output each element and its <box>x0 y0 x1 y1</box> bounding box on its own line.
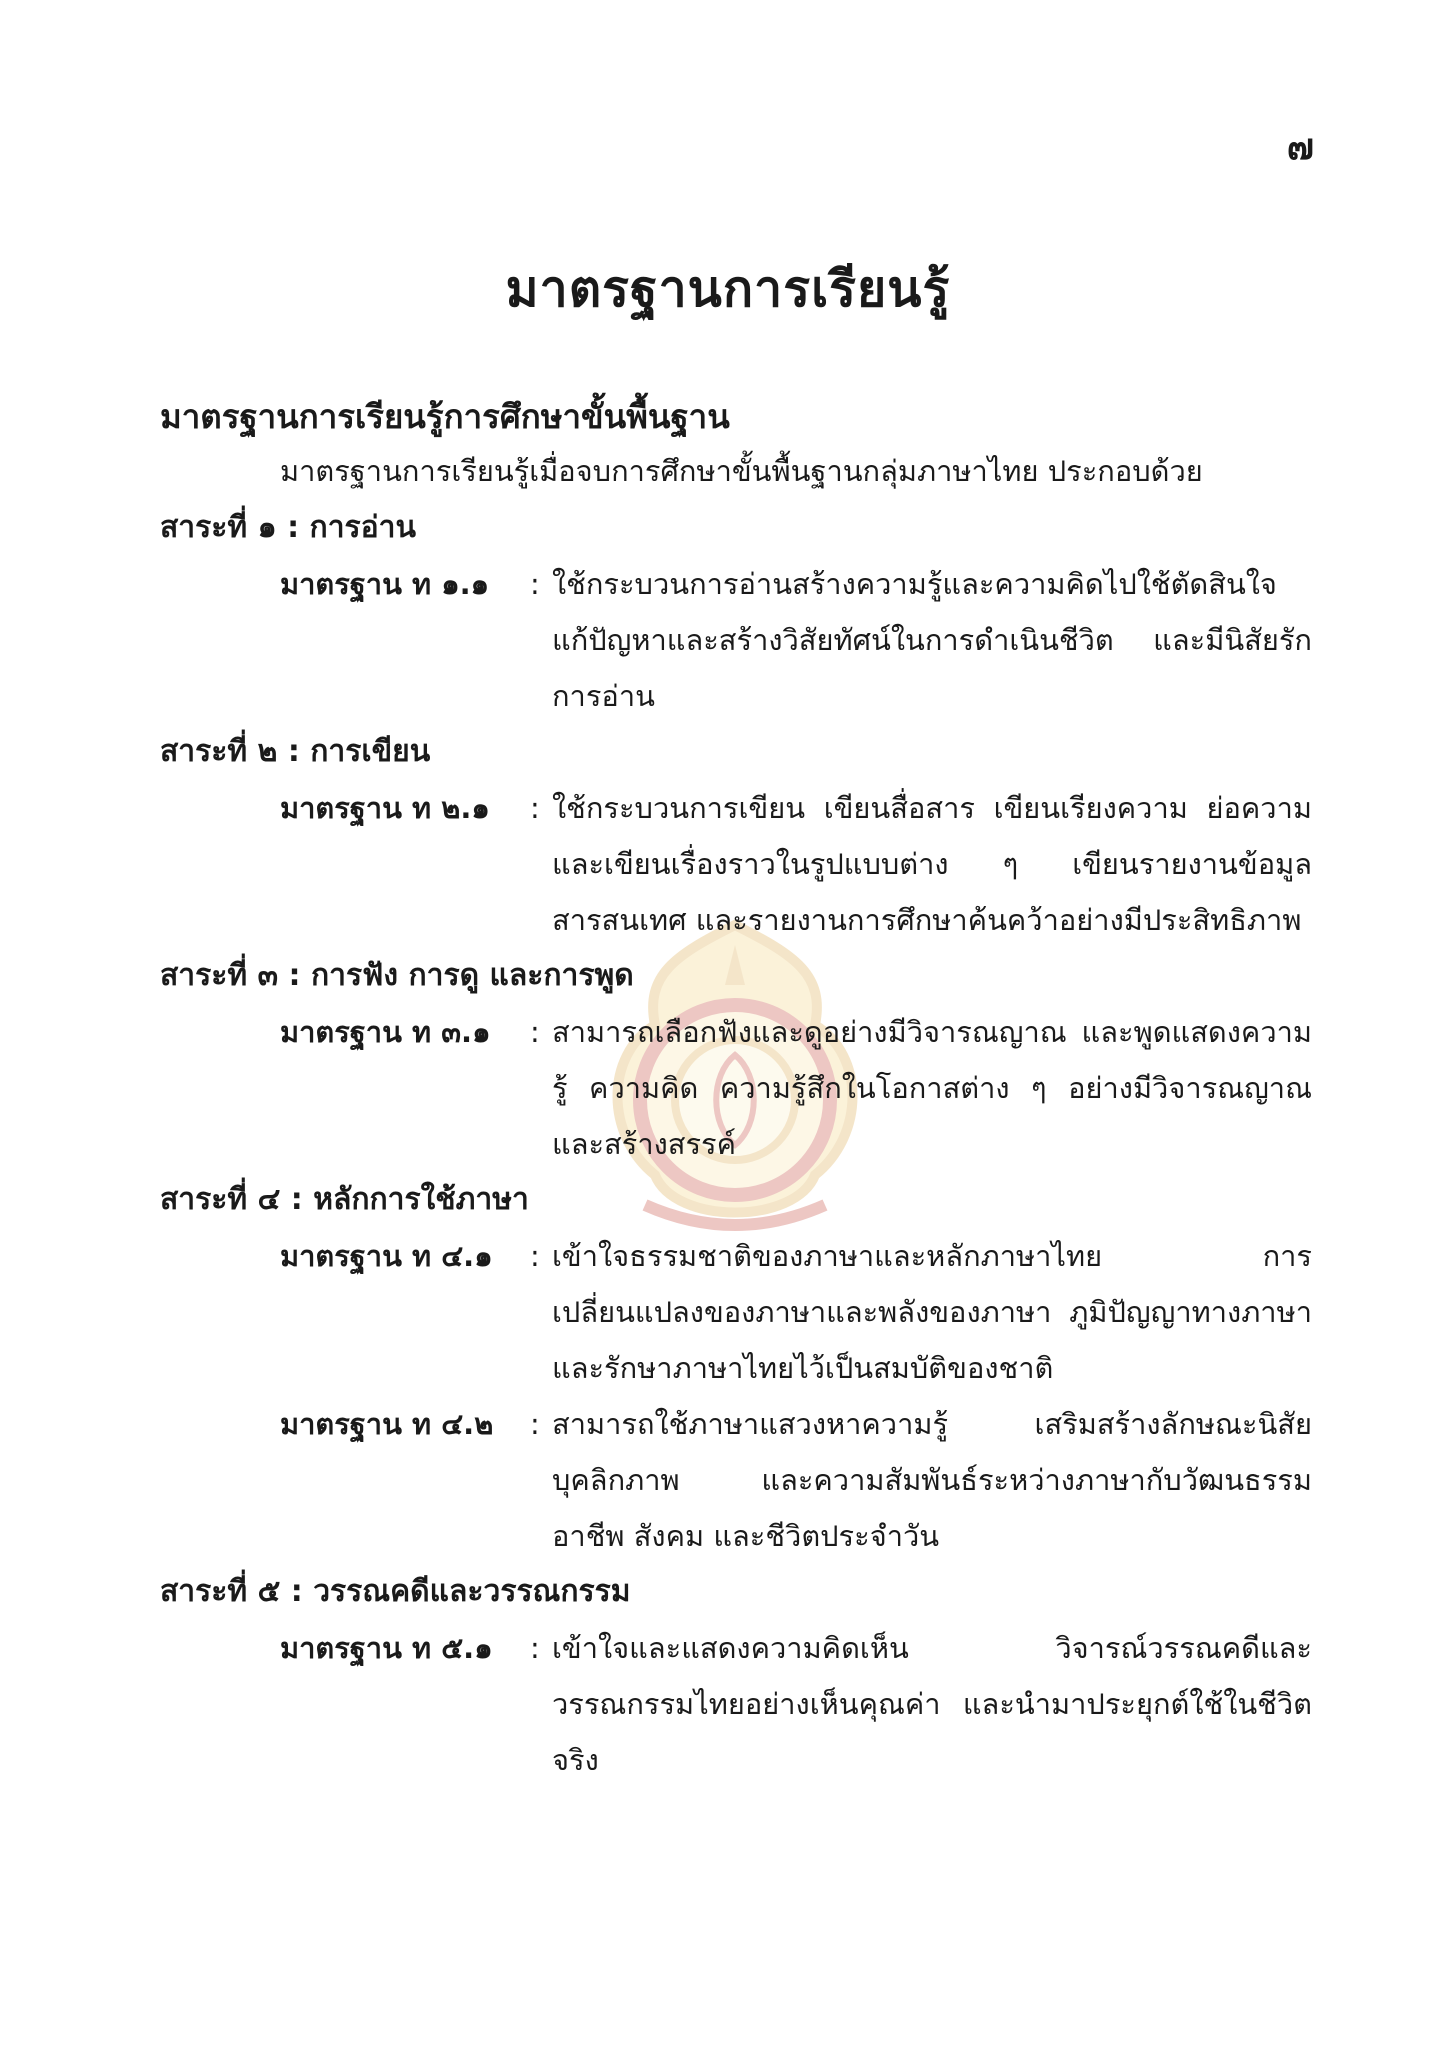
strand-4 <box>160 1172 1316 1564</box>
standard-text: ใช้กระบวนการอ่านสร้างความรู้และความคิดไปใช้ตัดสินใจ แก้ปัญหาและสร้างวิสัยทัศน์ในการดำเนินชีวิต และมีนิสัยรักการอ่าน <box>552 567 1312 713</box>
standard-code: มาตรฐาน ท ๔.๒ <box>280 1407 494 1441</box>
strand-list <box>160 500 1316 1788</box>
strand-1 <box>160 500 1316 724</box>
strand-3 <box>160 948 1316 1172</box>
standard-text: เข้าใจและแสดงความคิดเห็น วิจารณ์วรรณคดีและวรรณกรรมไทยอย่างเห็นคุณค่า และนำมาประยุกต์ใช้ในชีวิตจริง <box>552 1631 1312 1777</box>
standard-text: ใช้กระบวนการเขียน เขียนสื่อสาร เขียนเรียงความ ย่อความ และเขียนเรื่องราวในรูปแบบต่าง ๆ เขียนรายงานข้อมูลสารสนเทศ และรายงานการศึกษาค้นคว้าอย่างมีประสิทธิภาพ <box>552 791 1312 937</box>
colon: : <box>530 1407 540 1441</box>
colon: : <box>530 791 540 825</box>
strand-heading: สาระที่ ๒ : การเขียน <box>160 734 431 769</box>
page-number: ๗ <box>1286 127 1314 168</box>
colon: : <box>530 567 540 601</box>
standard-text: สามารถใช้ภาษาแสวงหาความรู้ เสริมสร้างลักษณะนิสัย บุคลิกภาพ และความสัมพันธ์ระหว่างภาษากับวัฒนธรรม อาชีพ สังคม และชีวิตประจำวัน <box>552 1407 1312 1553</box>
standard-item <box>160 780 1316 948</box>
colon: : <box>530 1015 540 1049</box>
colon: : <box>530 1239 540 1273</box>
standard-code: มาตรฐาน ท ๓.๑ <box>280 1015 491 1049</box>
standard-item <box>160 1620 1316 1788</box>
strand-2 <box>160 724 1316 948</box>
standard-text: เข้าใจธรรมชาติของภาษาและหลักภาษาไทย การเปลี่ยนแปลงของภาษาและพลังของภาษา ภูมิปัญญาทางภาษา และรักษาภาษาไทยไว้เป็นสมบัติของชาติ <box>552 1239 1312 1385</box>
intro-paragraph: มาตรฐานการเรียนรู้เมื่อจบการศึกษาขั้นพื้นฐานกลุ่มภาษาไทย ประกอบด้วย <box>280 454 1203 488</box>
strand-heading: สาระที่ ๑ : การอ่าน <box>160 510 417 545</box>
strand-heading: สาระที่ ๕ : วรรณคดีและวรรณกรรม <box>160 1574 631 1609</box>
standard-item <box>160 1004 1316 1172</box>
standard-text: สามารถเลือกฟังและดูอย่างมีวิจารณญาณ และพูดแสดงความรู้ ความคิด ความรู้สึกในโอกาสต่าง ๆ อย่างมีวิจารณญาณและสร้างสรรค์ <box>552 1015 1312 1161</box>
page-title: มาตรฐานการเรียนรู้ <box>505 260 951 318</box>
standard-code: มาตรฐาน ท ๔.๑ <box>280 1239 493 1273</box>
standard-item <box>160 556 1316 724</box>
standard-item <box>160 1228 1316 1396</box>
standard-item <box>160 1396 1316 1564</box>
strand-5 <box>160 1564 1316 1788</box>
strand-heading: สาระที่ ๓ : การฟัง การดู และการพูด <box>160 958 634 993</box>
standard-code: มาตรฐาน ท ๕.๑ <box>280 1631 493 1665</box>
strand-heading: สาระที่ ๔ : หลักการใช้ภาษา <box>160 1182 529 1217</box>
standard-code: มาตรฐาน ท ๑.๑ <box>280 567 490 601</box>
section-heading: มาตรฐานการเรียนรู้การศึกษาขั้นพื้นฐาน <box>160 397 730 436</box>
colon: : <box>530 1631 540 1665</box>
standard-code: มาตรฐาน ท ๒.๑ <box>280 791 490 825</box>
